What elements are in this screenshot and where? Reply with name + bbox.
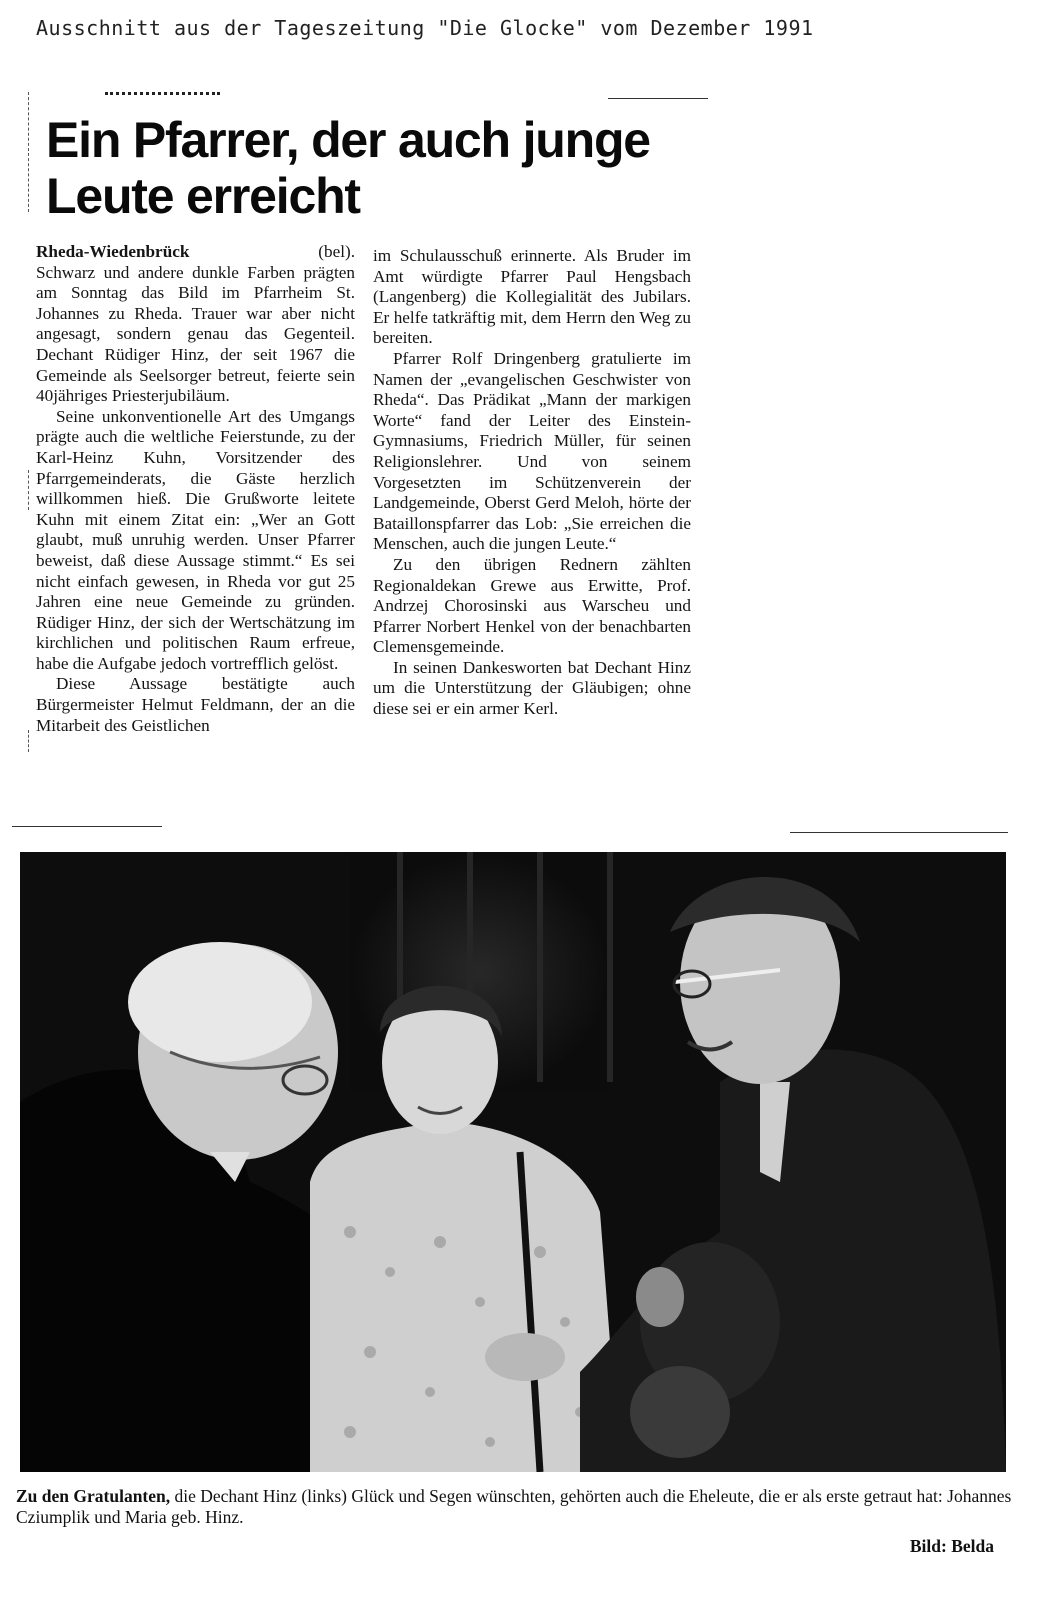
top-rule [608,98,708,99]
dateline-place: Rheda-Wiedenbrück [36,242,190,261]
paragraph: im Schulausschuß erinnerte. Als Bruder im Amt würdigte Pfarrer Paul Hengsbach (Langenberg) die Kollegialität des Jubilars. Er helfe tatkräftig mit, dem Herrn den Weg zu bereiten. [373,246,691,348]
article-column-2 [373,246,691,720]
clipping-source-note: Ausschnitt aus der Tageszeitung "Die Glocke" vom Dezember 1991 [36,16,814,40]
photo-credit: Bild: Belda [909,1536,994,1556]
article-column-1 [36,242,355,736]
dateline-author: (bel). [318,242,355,261]
left-margin-mark [28,730,29,752]
paragraph: Zu den übrigen Rednern zählten Regionaldekan Grewe aus Erwitte, Prof. Andrzej Chorosinski aus Warscheu und Pfarrer Norbert Henkel von der benachbarten Clemensgemeinde. [373,554,691,657]
paragraph: Pfarrer Rolf Dringenberg gratulierte im Namen der „evangelischen Geschwister von Rheda“. Das Prädikat „Mann der markigen Worte“ fand der Leiter des Einstein-Gymnasiums, Friedrich Müller, für seinen Religionslehrer. Und von seinem Vorgesetzten im Schützenverein der Landgemeinde, Oberst Gerd Meloh, hörte der Bataillonspfarrer das Lob: „Sie erreichen die Menschen, auch die jungen Leute.“ [373,348,691,554]
paragraph: In seinen Dankesworten bat Dechant Hinz um die Unterstützung der Gläubigen; ohne diese sei er ein armer Kerl. [373,657,691,719]
paragraph: Schwarz und andere dunkle Farben prägten am Sonntag das Bild im Pfarrheim St. Johannes zu Rheda. Trauer war aber nicht angesagt, sondern genau das Gegenteil. Dechant Rüdiger Hinz, der seit 1967 die Gemeinde als Seelsorger betreut, feierte sein 40jähriges Priesterjubiläum. [36,262,355,406]
column-end-rule [12,826,162,827]
dateline [36,242,355,263]
column-end-rule [790,832,1008,833]
left-margin-mark [28,92,29,212]
paragraph: Seine unkonventionelle Art des Umgangs prägte auch die weltliche Feierstunde, zu der Karl-Heinz Kuhn, Vorsitzender des Pfarrgemeinderats, die Gäste herzlich willkommen hieß. Die Grußworte leitete Kuhn mit einem Zitat ein: „Wer an Gott glaubt, muß unruhig werden. Unser Pfarrer beweist, daß diese Aussage stimmt.“ Es sei nicht einfach gewesen, in Rheda vor gut 25 Jahren eine neue Gemeinde zu gründen. Rüdiger Hinz, der sich der Wertschätzung im kirchlichen und politischen Raum erfreue, habe die Aufgabe jedoch vortrefflich gelöst. [36,406,355,673]
photo-illustration [20,852,1006,1472]
photo-caption [16,1486,1016,1528]
clipped-text-remnant [105,92,220,99]
article-headline: Ein Pfarrer, der auch junge Leute erreicht [46,112,650,224]
caption-lead: Zu den Gratulanten, [16,1486,171,1506]
caption-text: die Dechant Hinz (links) Glück und Segen wünschten, gehörten auch die Eheleute, die er als erste getraut hat: Johannes Cziumplik und Maria geb. Hinz. [16,1486,1012,1527]
news-photo [20,852,1006,1472]
paragraph: Diese Aussage bestätigte auch Bürgermeister Helmut Feldmann, der an die Mitarbeit des Geistlichen [36,674,355,735]
left-margin-mark [28,470,29,510]
